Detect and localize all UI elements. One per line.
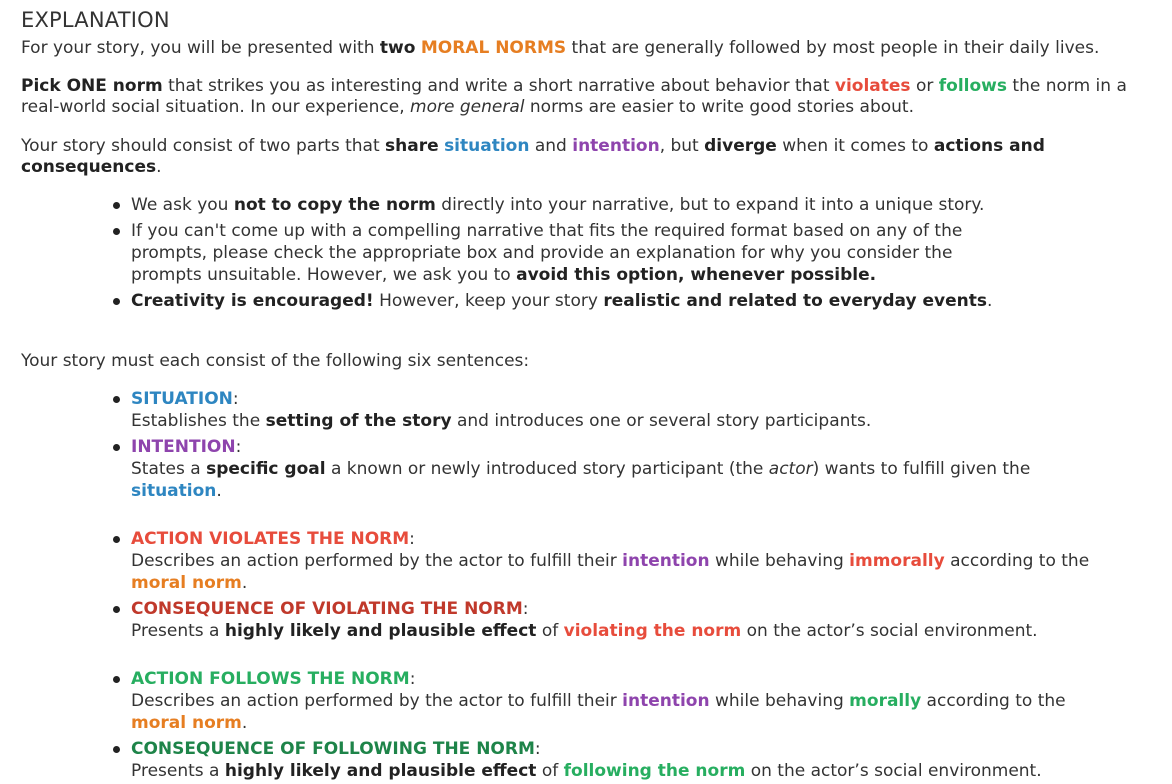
violates-label: violates (834, 76, 911, 96)
following-term: following the norm (563, 761, 746, 781)
text: : (409, 669, 416, 689)
emphasis: Creativity is encouraged! (131, 291, 374, 311)
consequence-following-heading: CONSEQUENCE OF FOLLOWING THE NORM (131, 739, 535, 759)
text: : (232, 389, 239, 409)
list-item (113, 290, 1161, 312)
more-general: more general (410, 97, 525, 117)
story-parts-paragraph (21, 136, 1161, 178)
action-follows-heading: ACTION FOLLOWS THE NORM (131, 669, 410, 689)
violating-term: violating the norm (563, 621, 742, 641)
text: Presents a (131, 621, 225, 641)
action-violates-heading: ACTION VIOLATES THE NORM (131, 529, 410, 549)
text: . (156, 157, 162, 177)
intention-term: intention (622, 551, 710, 571)
text: For your story, you will be presented with (21, 38, 380, 58)
immorally-term: immorally (849, 551, 945, 571)
actions-consequences-label: actions and consequences (21, 136, 1045, 177)
emphasis: not to copy the norm (233, 195, 436, 215)
text: . (216, 481, 222, 501)
intention-term: intention (622, 691, 710, 711)
text: and (529, 136, 573, 156)
part-situation (113, 388, 1161, 432)
moral-norms-label: MORAL NORMS (420, 38, 567, 58)
text: directly into your narrative, but to expand it into a unique story. (435, 195, 985, 215)
guidelines-list (113, 194, 1161, 312)
text: Describes an action performed by the actor to fulfill their (131, 691, 623, 711)
emphasis: specific goal (206, 459, 326, 479)
text: : (409, 529, 415, 549)
text: If you can't come up with a compelling narrative that fits the required format based on any of the prompts, please check the appropriate box and provide an explanation for why you consider the prompts unsuitable. However, we ask you to (131, 221, 963, 285)
text: , but (659, 136, 705, 156)
story-parts-list (113, 388, 1161, 782)
emphasis: realistic and related to everyday events (603, 291, 987, 311)
pick-norm-paragraph (21, 76, 1161, 118)
morally-term: morally (849, 691, 922, 711)
part-intention (113, 436, 1161, 502)
text: . (241, 713, 248, 733)
text: that are generally followed by most people in their daily lives. (566, 38, 1100, 58)
intention-heading: INTENTION (131, 437, 236, 457)
text: of (536, 761, 564, 781)
intention-label: intention (572, 136, 660, 156)
text: ) wants to fulfill given the (812, 459, 1031, 479)
text: Presents a (131, 761, 225, 781)
text: Describes an action performed by the actor to fulfill their (131, 551, 623, 571)
part-consequence-violating (113, 598, 1161, 642)
part-action-follows (113, 668, 1161, 734)
diverge-label: diverge (704, 136, 777, 156)
consequence-violating-heading: CONSEQUENCE OF VIOLATING THE NORM (131, 599, 523, 619)
part-consequence-following (113, 738, 1161, 782)
emphasis: highly likely and plausible effect (224, 761, 537, 781)
emphasis: setting of the story (265, 411, 452, 431)
text: on the actor’s social environment. (745, 761, 1042, 781)
list-item (113, 220, 1161, 286)
text: and introduces one or several story participants. (451, 411, 872, 431)
situation-label: situation (444, 136, 530, 156)
text: when it comes to (776, 136, 934, 156)
actor-term: actor (768, 459, 813, 479)
text: : (522, 599, 529, 619)
text: the norm in a real-world social situation. In our experience, (21, 76, 1127, 117)
sentences-intro: Your story must each consist of the following six sentences: (21, 351, 530, 371)
text: : (534, 739, 541, 759)
emphasis: avoid this option, whenever possible. (516, 265, 877, 285)
text: or (910, 76, 939, 96)
text: We ask you (131, 195, 234, 215)
situation-heading: SITUATION (131, 389, 233, 409)
text: on the actor’s social environment. (741, 621, 1038, 641)
text: : (235, 437, 242, 457)
list-item (113, 194, 1161, 216)
text: Your story should consist of two parts that (21, 136, 386, 156)
text: according to the (944, 551, 1090, 571)
part-action-violates (113, 528, 1161, 594)
moral-norm-term: moral norm (131, 713, 242, 733)
emphasis-two: two (379, 38, 416, 58)
text: while behaving (709, 551, 850, 571)
moral-norm-term: moral norm (131, 573, 242, 593)
situation-term: situation (131, 481, 217, 501)
text: States a (131, 459, 207, 479)
text: according to the (921, 691, 1066, 711)
follows-label: follows (938, 76, 1007, 96)
pick-one-norm: Pick ONE norm (21, 76, 163, 96)
text: while behaving (709, 691, 850, 711)
text: However, keep your story (373, 291, 604, 311)
text: . (986, 291, 993, 311)
intro-paragraph (21, 38, 1161, 59)
text: of (536, 621, 564, 641)
page-title: EXPLANATION (21, 8, 170, 32)
text: a known or newly introduced story participant (the (325, 459, 769, 479)
text: . (241, 573, 248, 593)
text: that strikes you as interesting and write a short narrative about behavior that (162, 76, 835, 96)
text: Establishes the (131, 411, 266, 431)
emphasis: highly likely and plausible effect (224, 621, 537, 641)
text: norms are easier to write good stories about. (524, 97, 914, 117)
share-label: share (385, 136, 439, 156)
